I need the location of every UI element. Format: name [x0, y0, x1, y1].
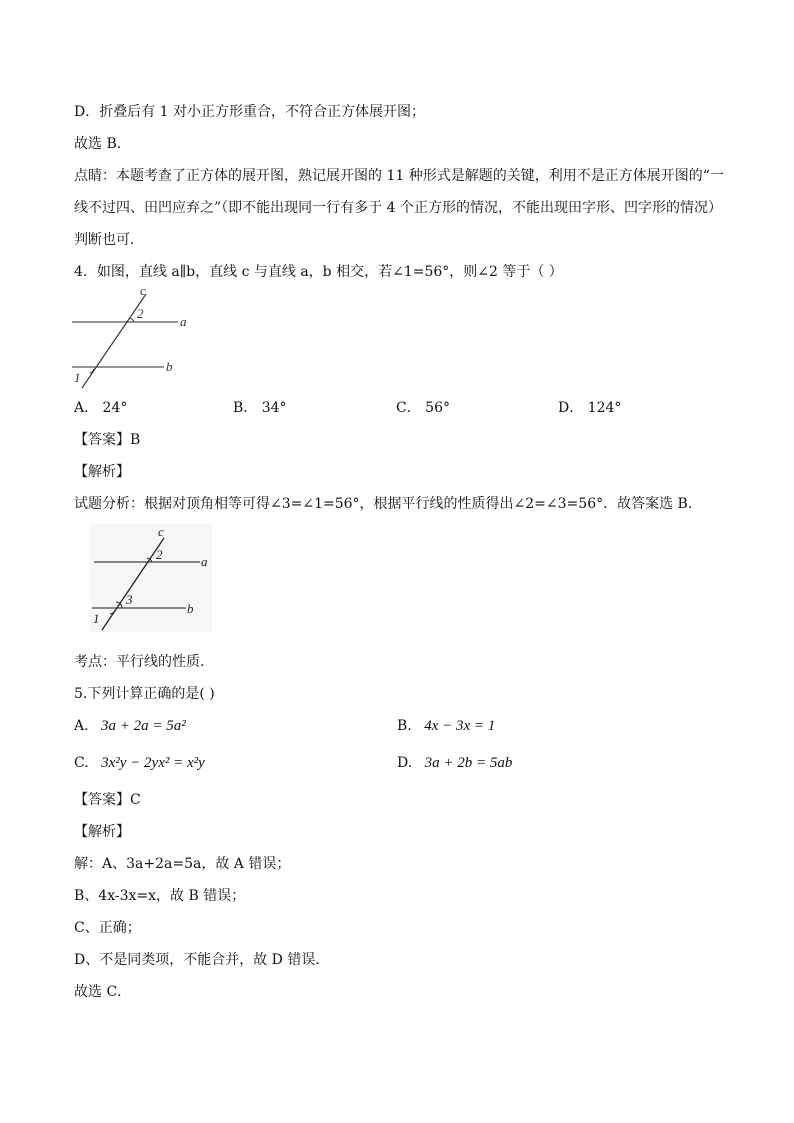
q3-option-d-explanation: D．折叠后有 1 对小正方形重合，不符合正方体展开图；	[74, 104, 426, 120]
fig2-label-2: 2	[156, 547, 163, 562]
q4-analysis-heading: 【解析】	[74, 464, 130, 480]
fig1-label-1: 1	[74, 370, 81, 385]
q5-stem: 5.下列计算正确的是( )	[74, 686, 215, 702]
q4-option-c: C． 56°	[396, 400, 450, 416]
q5-option-a	[74, 716, 186, 736]
fig2-label-1: 1	[93, 611, 100, 626]
q5-analysis-heading: 【解析】	[74, 824, 130, 840]
q4-figure-parallel-lines	[70, 284, 200, 390]
fig1-label-c: c	[140, 284, 146, 298]
q5-analysis-line-5: 故选 C．	[74, 984, 132, 1000]
fig2-label-b: b	[187, 601, 194, 616]
fig2-label-a: a	[201, 554, 208, 569]
q4-kaodian: 考点：平行线的性质.	[74, 654, 205, 670]
q5-option-d-letter: D.	[397, 755, 413, 771]
q5-option-b-formula: 4x − 3x = 1	[424, 718, 496, 734]
q5-option-a-letter: A.	[74, 718, 89, 734]
q5-option-d-formula: 3a + 2b = 5ab	[424, 755, 513, 771]
q4-solution-figure	[90, 524, 212, 632]
q5-option-b-letter: B.	[397, 718, 412, 734]
q4-option-a: A． 24°	[74, 400, 128, 416]
q4-analysis-text: 试题分析：根据对顶角相等可得∠3=∠1=56°，根据平行线的性质得出∠2=∠3=56°．故答案选 B.	[74, 496, 693, 512]
q3-comment-line-1: 点睛：本题考查了正方体的展开图，熟记展开图的 11 种形式是解题的关键，利用不是正方体展开图的“一	[74, 168, 724, 184]
q3-comment-line-3: 判断也可．	[74, 232, 144, 248]
q4-option-b: B． 34°	[233, 400, 287, 416]
q5-option-d	[397, 753, 512, 773]
fig1-label-a: a	[180, 314, 187, 329]
q5-analysis-line-1: 解：A、3a+2a=5a，故 A 错误；	[74, 856, 291, 872]
fig1-label-b: b	[166, 359, 173, 374]
q4-option-d: D． 124°	[558, 400, 622, 416]
q3-comment-line-2: 线不过四、田凹应弃之”（即不能出现同一行有多于 4 个正方形的情况，不能出现田字形、凹字形的情况）	[74, 200, 722, 216]
fig1-label-2: 2	[137, 306, 144, 321]
q5-option-c-formula: 3x²y − 2yx² = x²y	[101, 755, 205, 771]
q5-option-c-letter: C.	[74, 755, 89, 771]
fig2-label-c: c	[158, 524, 164, 539]
q5-option-a-formula: 3a + 2a = 5a²	[101, 718, 186, 734]
q3-choose-line: 故选 B．	[74, 136, 131, 152]
q5-answer: 【答案】C	[74, 792, 141, 808]
fig2-label-3: 3	[126, 592, 133, 607]
q4-stem: 4．如图，直线 a∥b，直线 c 与直线 a，b 相交，若∠1=56°，则∠2 等于（ ）	[74, 264, 563, 280]
q5-option-b	[397, 716, 495, 736]
q5-analysis-line-2: B、4x-3x=x，故 B 错误；	[74, 888, 246, 904]
q4-answer: 【答案】B	[74, 432, 141, 448]
q5-analysis-line-4: D、不是同类项，不能合并，故 D 错误．	[74, 952, 330, 968]
q5-option-c	[74, 753, 205, 773]
q5-analysis-line-3: C、正确；	[74, 920, 141, 936]
